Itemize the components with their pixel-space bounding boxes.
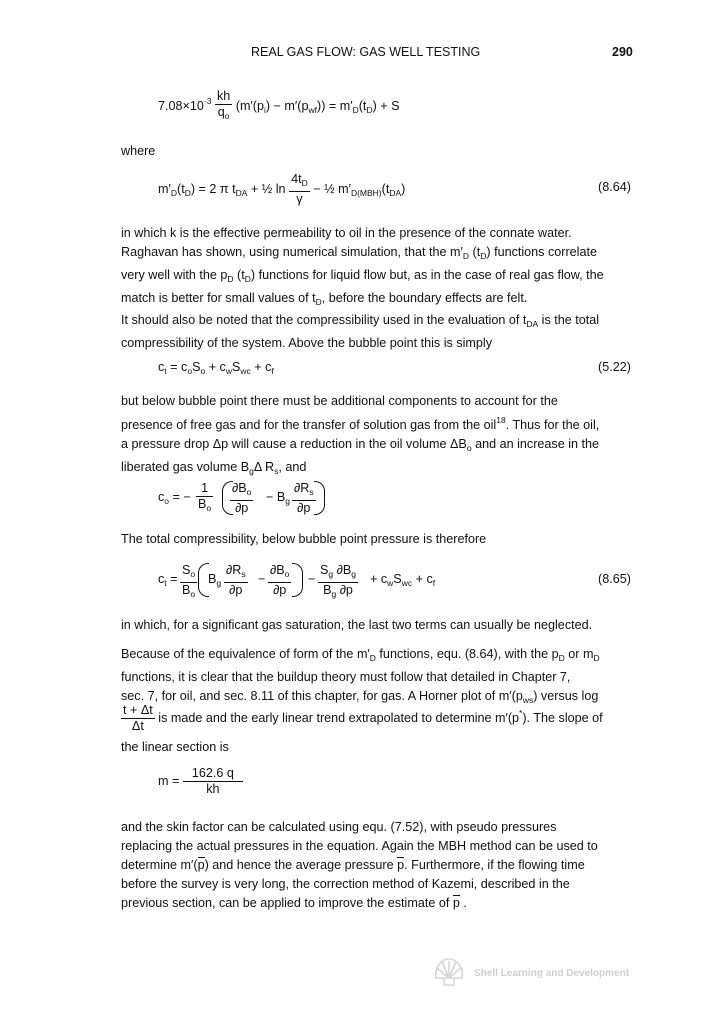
fraction-dRs-dp: $\frac{\partial R_s}{\partial p}$ [294, 481, 314, 515]
paragraph-total-compressibility: The total compressibility, below bubble point pressure is therefore [121, 532, 487, 546]
fraction-Sg-dBg-over-Bg-dp: $\frac{S_g \partial B_g}{B_g \partial p}$ [320, 563, 356, 599]
equation-oil-compressibility: $c_o$ = − $\frac{1}{B_o}$ $\frac{\partial B_o}{\partial p}$ − $B_g$ $\frac{\partial R_s}{\partial p}$ [158, 481, 358, 515]
paragraph-gas-saturation: in which, for a significant gas saturation, the last two terms can usually be neglected. [121, 618, 593, 632]
paragraph-below-bubble-point: but below bubble point there must be additional components to account for the presence of free gas and for the transfer of solution gas from the oil$^{18}$. Thus for the oil, a pressure drop Δp will cause a reduction in the oil volume $\Delta B_o$ and an increase in the liberated gas volume $B_g\Delta$ $R_s$, and [121, 394, 600, 476]
slope-intro: the linear section is [121, 740, 229, 754]
right-paren [292, 563, 303, 597]
equation-number-8-64: (8.64) [598, 180, 631, 194]
footer-brand: Shell Learning and Development [474, 968, 630, 979]
paragraph-skin-factor: and the skin factor can be calculated using equ. (7.52), with pseudo pressures replacing the actual pressures in the equation. Again the MBH method can be used to determine m′(p) and hence the average pressure p. Furthermore, if the flowing time before the survey is very long, the correction method of Kazemi, described in the previous section, can be applied to improve the estimate of p . [121, 820, 598, 910]
equation-5-22: $c_t = c_oS_o + c_wS_{wc} + c_f$ [158, 360, 274, 376]
equation-number-5-22: (5.22) [598, 360, 631, 374]
where-label: where [121, 144, 156, 158]
fraction-1-over-Bo: $\frac{1}{B_o}$ [198, 481, 212, 513]
fraction-4tD-over-gamma: $\frac{4t_D}{\gamma}$ [291, 172, 308, 206]
shell-pecten-icon [432, 956, 466, 988]
fraction-slope: $\frac{162.6 q}{kh}$ [183, 766, 243, 797]
shell-logo [432, 956, 466, 988]
running-header: REAL GAS FLOW: GAS WELL TESTING [251, 45, 481, 59]
fraction-dRs-dp: $\frac{\partial R_s}{\partial p}$ [226, 563, 246, 597]
fraction-horner-time: $\frac{t + \Delta t}{\Delta t}$ [123, 703, 153, 733]
fraction-So-over-Bo: $\frac{S_o}{B_o}$ [182, 563, 196, 599]
equation-8-64: $m'_D(t_D) = 2$ π $t_{DA}$ + ½ ln $\frac{4t_D}{\gamma}$ − ½ $m'_{D(MBH)}(t_{DA})$ [158, 172, 406, 206]
equation-slope: m = $\frac{162.6 q}{kh}$ [158, 766, 243, 797]
fraction-dBo-dp: $\frac{\partial B_o}{\partial p}$ [232, 481, 252, 515]
horner-line: $\frac{t + \Delta t}{\Delta t}$ is made and the early linear trend extrapolated to determine m′(p*). The slope of [123, 703, 603, 733]
paragraph-compressibility: It should also be noted that the compressibility used in the evaluation of $t_{DA}$ is the total compressibility of the system. Above the bubble point this is simply [121, 313, 600, 350]
paragraph-horner-plot: Because of the equivalence of form of the $m'_D$ functions, equ. (8.64), with the $p_D$ or $m_D$ functions, it is clear that the buildup theory must follow that detailed in Chapter 7, sec. 7, for oil, and sec. 8.11 of this chapter, for gas. A Horner plot of $m'(p_{ws})$ versus log [121, 647, 600, 705]
paragraph-raghavan: in which k is the effective permeability to oil in the presence of the connate water. Raghavan has shown, using numerical simulation, that the $m'_D$ $(t_D)$ functions correlate very well with the $p_D$ $(t_D)$ functions for liquid flow but, as in the case of real gas flow, the match is better for small values of $t_D$, before the boundary effects are felt. [121, 226, 604, 307]
equation-8-65: $c_t$ = $\frac{S_o}{B_o}$ $B_g$ $\frac{\partial R_s}{\partial p}$ − $\frac{\partial B_o}{\partial p}$ − $\frac{S_g \partial B_g}{B_g \partial p}$ + $c_wS_{wc} + c_f$ [158, 563, 478, 597]
equation-number-8-65: (8.65) [598, 572, 631, 586]
fraction-dBo-dp: $\frac{\partial B_o}{\partial p}$ [270, 563, 290, 597]
equation-pressure-drawdown: $7.08\times 10^{-3}$ $\frac{kh}{q_o}$ $(m'(p_i) - m'(p_{wf})) = m'_D(t_D) + S$ [158, 89, 400, 124]
right-paren [314, 481, 325, 515]
page-number: 290 [612, 45, 633, 59]
fraction-kh-over-qo: $\frac{kh}{q_o}$ [216, 89, 231, 121]
